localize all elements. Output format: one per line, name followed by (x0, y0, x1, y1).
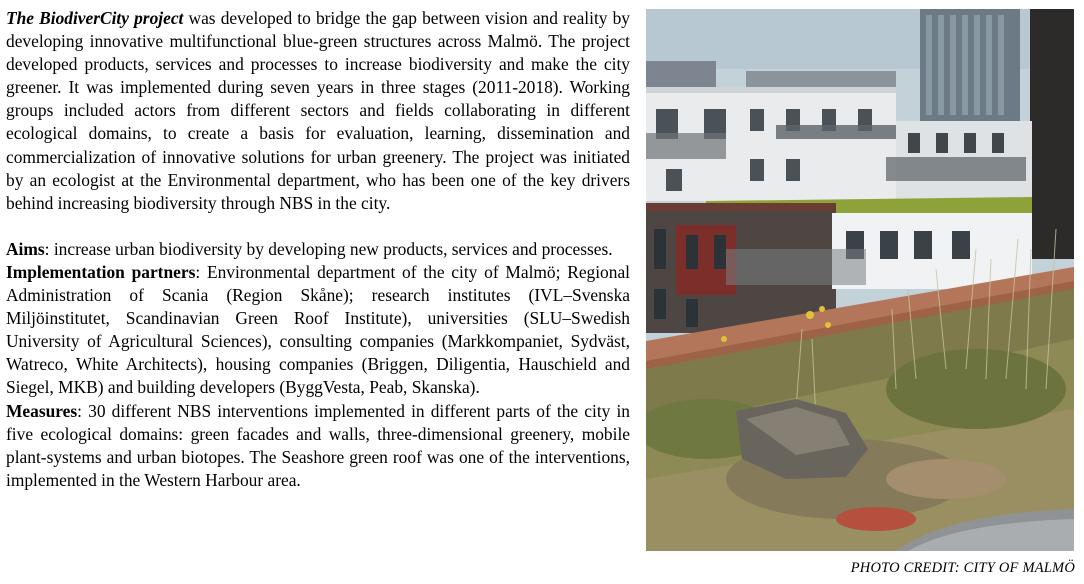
partners-text: : Environmental department of the city of Malmö; Regional Administration of Scania (Region Skåne); research institutes (IVL–Svenska Miljöinstitutet, Scandinavian Green Roof Institute), universities (SLU–Swedish University of Agricultural Sciences), consulting companies (Markkompaniet, Sydväst, Watreco, White Architects), housing companies (Briggen, Diligentia, Hauschield and Siegel, MKB) and building developers (ByggVesta, Peab, Skanska). (6, 261, 631, 398)
paragraph-gap (6, 215, 630, 238)
article-text (6, 7, 630, 492)
partners-paragraph (6, 261, 630, 400)
green-roof-photo (646, 9, 1074, 551)
intro-body: was developed to bridge the gap between vision and reality by developing innovative multifunctional blue-green structures across Malmö. The project developed products, services and processes to increase biodiversity and make the city greener. It was implemented during seven years in three stages (2011-2018). Working groups included actors from different sectors and fields collaborating in different ecological domains, to create a basis for evaluation, learning, dissemination and commercialization of innovative solutions for urban greenery. The project was initiated by an ecologist at the Environmental department, who has been one of the key drivers behind increasing biodiversity through NBS in the city. (6, 8, 630, 213)
measures-label: Measures (6, 400, 78, 421)
photo-credit: PHOTO CREDIT: CITY OF MALMÖ (850, 560, 1075, 576)
aims-label: Aims (6, 238, 45, 259)
measures-paragraph (6, 400, 630, 492)
measures-text: : 30 different NBS interventions implemented in different parts of the city in five ecological domains: green facades and walls, three-dimensional greenery, mobile plant-systems and urban biotopes. The Seashore green roof was one of the interventions, implemented in the Western Harbour area. (6, 400, 630, 490)
aims-text: : increase urban biodiversity by developing new products, services and processes. (44, 238, 613, 259)
intro-paragraph (6, 7, 630, 215)
partners-label: Implementation partners (6, 261, 196, 282)
project-title: The BiodiverCity project (6, 8, 184, 28)
aims-paragraph (6, 238, 630, 261)
